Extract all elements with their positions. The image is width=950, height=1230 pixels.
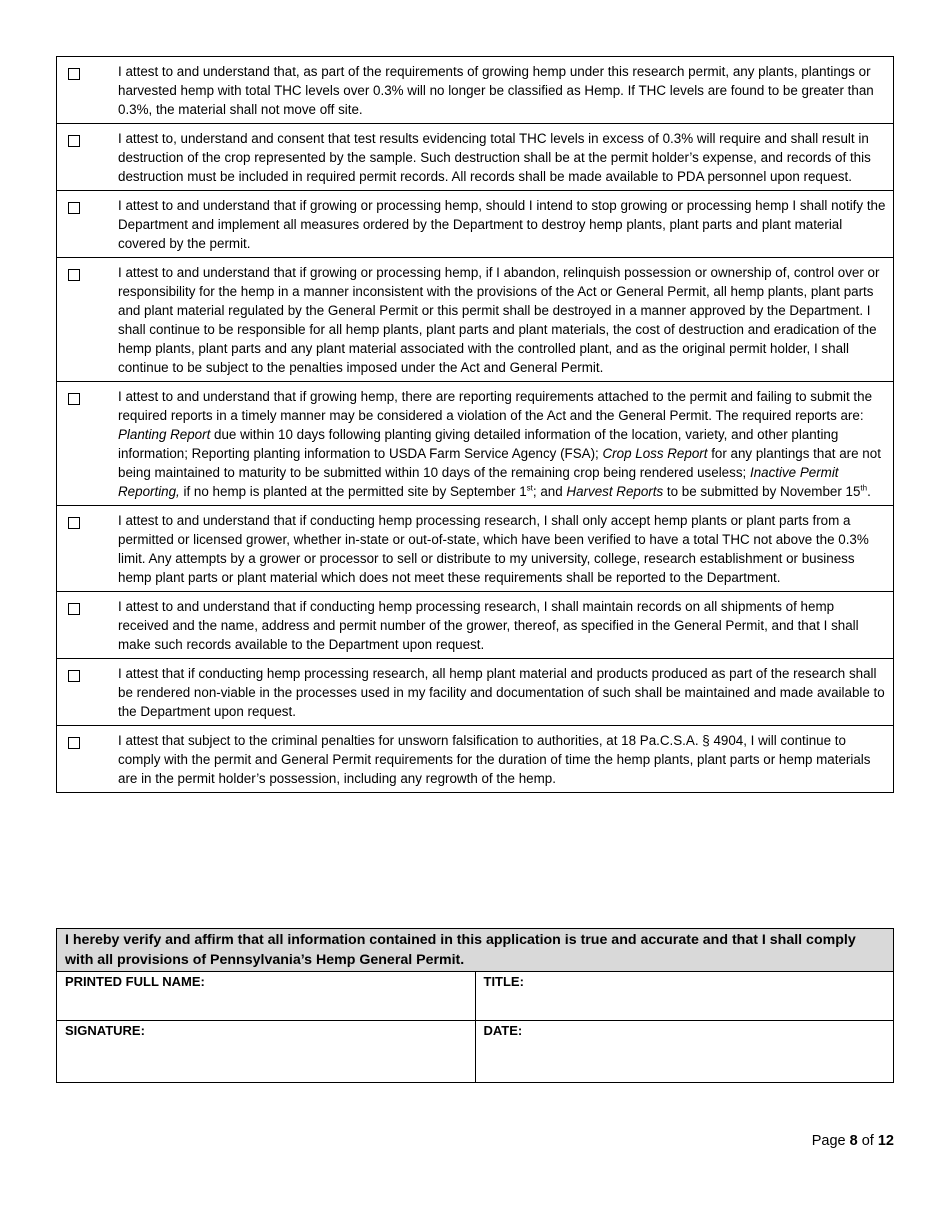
date-input[interactable] xyxy=(484,1040,865,1059)
attestation-text xyxy=(113,124,894,191)
attestation-text-segment: I attest that if conducting hemp processing research, all hemp plant material and products produced as part of the research shall be rendered non-viable in the processes used in my facility and documentation of such shall be maintained and made available to the Department upon request. xyxy=(118,666,885,719)
page-prefix: Page xyxy=(811,1133,850,1149)
signature-cell xyxy=(57,1021,476,1083)
attestation-checkbox[interactable] xyxy=(68,517,80,529)
title-cell xyxy=(475,972,894,1021)
checkbox-cell xyxy=(57,659,114,726)
page-number xyxy=(812,1133,894,1149)
page-current: 8 xyxy=(849,1133,858,1149)
attestation-text xyxy=(113,191,894,258)
report-name: Inactive Permit Reporting, xyxy=(118,465,839,499)
attestation-table xyxy=(56,56,894,793)
attestation-row xyxy=(57,592,894,659)
attestation-text-segment: I attest to and understand that if growing or processing hemp, should I intend to stop growing or processing hemp I shall notify the Department and implement all measures ordered by the Department to destroy hemp plants, plant parts and plant material covered by the permit. xyxy=(118,198,886,251)
date-cell xyxy=(475,1021,894,1083)
checkbox-cell xyxy=(57,124,114,191)
report-name: Harvest Reports xyxy=(566,484,664,499)
printed-name-label: PRINTED FULL NAME: xyxy=(65,974,205,989)
attestation-list xyxy=(57,57,894,793)
attestation-text xyxy=(113,57,894,124)
attestation-text xyxy=(113,382,894,506)
attestation-text-segment: due within 10 days following planting giving detailed information of the location, variety, and other planting information; Reporting planting information to USDA Farm Service Agency (FSA); xyxy=(118,427,839,461)
attestation-text-segment: to be submitted by November 15 xyxy=(663,484,861,499)
attestation-text xyxy=(113,726,894,793)
attestation-checkbox[interactable] xyxy=(68,202,80,214)
page-separator: of xyxy=(857,1133,878,1149)
attestation-text-segment: I attest to and understand that if conducting hemp processing research, I shall only accept hemp plants or plant parts from a permitted or licensed grower, whether in-state or out-of-state, which have been verified to have a total THC not above the 0.3% limit. Any attempts by a grower or processor to sell or distribute to my university, college, research establishment or business hemp plant parts or plant material which does not meet these requirements shall be reported to the Department. xyxy=(118,513,869,585)
title-input[interactable] xyxy=(484,991,865,1010)
verification-table xyxy=(56,928,894,1083)
date-label: DATE: xyxy=(483,1023,523,1038)
checkbox-cell xyxy=(57,57,114,124)
signature-input[interactable] xyxy=(65,1040,446,1059)
attestation-text-segment: ; and xyxy=(532,484,567,499)
printed-name-cell xyxy=(57,972,476,1021)
attestation-text xyxy=(113,592,894,659)
checkbox-cell xyxy=(57,726,114,793)
attestation-row xyxy=(57,726,894,793)
attestation-checkbox[interactable] xyxy=(68,603,80,615)
report-name: Planting Report xyxy=(118,427,211,442)
attestation-checkbox[interactable] xyxy=(68,68,80,80)
attestation-text xyxy=(113,506,894,592)
attestation-text-segment: I attest that subject to the criminal penalties for unsworn falsification to authorities, at 18 Pa.C.S.A. § 4904, I will continue to comply with the permit and General Permit requirements for the duration of time the hemp plants, plant parts or hemp materials are in the permit holder’s possession, including any regrowth of the hemp. xyxy=(118,733,871,786)
checkbox-cell xyxy=(57,592,114,659)
attestation-row xyxy=(57,124,894,191)
verification-statement: I hereby verify and affirm that all information contained in this application is true and accurate and that I shall comply with all provisions of Pennsylvania’s Hemp General Permit. xyxy=(57,929,894,972)
attestation-row xyxy=(57,191,894,258)
attestation-text-segment: I attest to, understand and consent that test results evidencing total THC levels in excess of 0.3% will require and shall result in destruction of the crop represented by the sample. Such destruction shall be at the permit holder’s expense, and records of this destruction must be included in required permit records. All records shall be made available to PDA personnel upon request. xyxy=(118,131,871,184)
attestation-text-segment: I attest to and understand that if growing or processing hemp, if I abandon, relinquish possession or ownership of, control over or responsibility for the hemp in a manner inconsistent with the provisions of the Act or General Permit, all hemp plants, plant parts and plant material regulated by the General Permit or this permit shall be destroyed in a manner approved by the Department. I shall continue to be responsible for all hemp plants, plant parts and plant materials, the cost of destruction and eradication of the hemp plants, plant parts and any plant material associated with the controlled plant, and as the original permit holder, I shall continue to be subject to the penalties imposed under the Act and General Permit. xyxy=(118,265,880,375)
attestation-text-segment: I attest to and understand that if conducting hemp processing research, I shall maintain records on all shipments of hemp received and the name, address and permit number of the grower, thereof, as specified in the General Permit, and that I shall make such records available to the Department upon request. xyxy=(118,599,859,652)
checkbox-cell xyxy=(57,506,114,592)
attestation-row xyxy=(57,506,894,592)
attestation-text xyxy=(113,659,894,726)
attestation-checkbox[interactable] xyxy=(68,393,80,405)
title-label: TITLE: xyxy=(483,974,524,989)
ordinal-suffix: th xyxy=(860,483,868,493)
signature-label: SIGNATURE: xyxy=(65,1023,145,1038)
page-total: 12 xyxy=(877,1133,894,1149)
attestation-text xyxy=(113,258,894,382)
printed-name-input[interactable] xyxy=(65,991,446,1010)
checkbox-cell xyxy=(57,191,114,258)
checkbox-cell xyxy=(57,258,114,382)
attestation-row xyxy=(57,659,894,726)
attestation-checkbox[interactable] xyxy=(68,135,80,147)
attestation-text-segment: . xyxy=(867,484,871,499)
attestation-row xyxy=(57,382,894,506)
attestation-checkbox[interactable] xyxy=(68,737,80,749)
attestation-text-segment: I attest to and understand that if growing hemp, there are reporting requirements attached to the permit and failing to submit the required reports in a timely manner may be considered a violation of the Act and the General Permit. The required reports are: xyxy=(118,389,873,423)
attestation-text-segment: for any plantings that are not being maintained to maturity to be submitted within 10 days of the remaining crop being rendered useless; xyxy=(118,446,881,480)
attestation-text-segment: if no hemp is planted at the permitted site by September 1 xyxy=(179,484,527,499)
attestation-row xyxy=(57,258,894,382)
report-name: Crop Loss Report xyxy=(602,446,708,461)
attestation-text-segment: I attest to and understand that, as part of the requirements of growing hemp under this research permit, any plants, plantings or harvested hemp with total THC levels over 0.3% will no longer be classified as Hemp. If THC levels are found to be greater than 0.3%, the material shall not move off site. xyxy=(118,64,874,117)
attestation-checkbox[interactable] xyxy=(68,670,80,682)
attestation-row xyxy=(57,57,894,124)
ordinal-suffix: st xyxy=(526,483,533,493)
checkbox-cell xyxy=(57,382,114,506)
attestation-checkbox[interactable] xyxy=(68,269,80,281)
